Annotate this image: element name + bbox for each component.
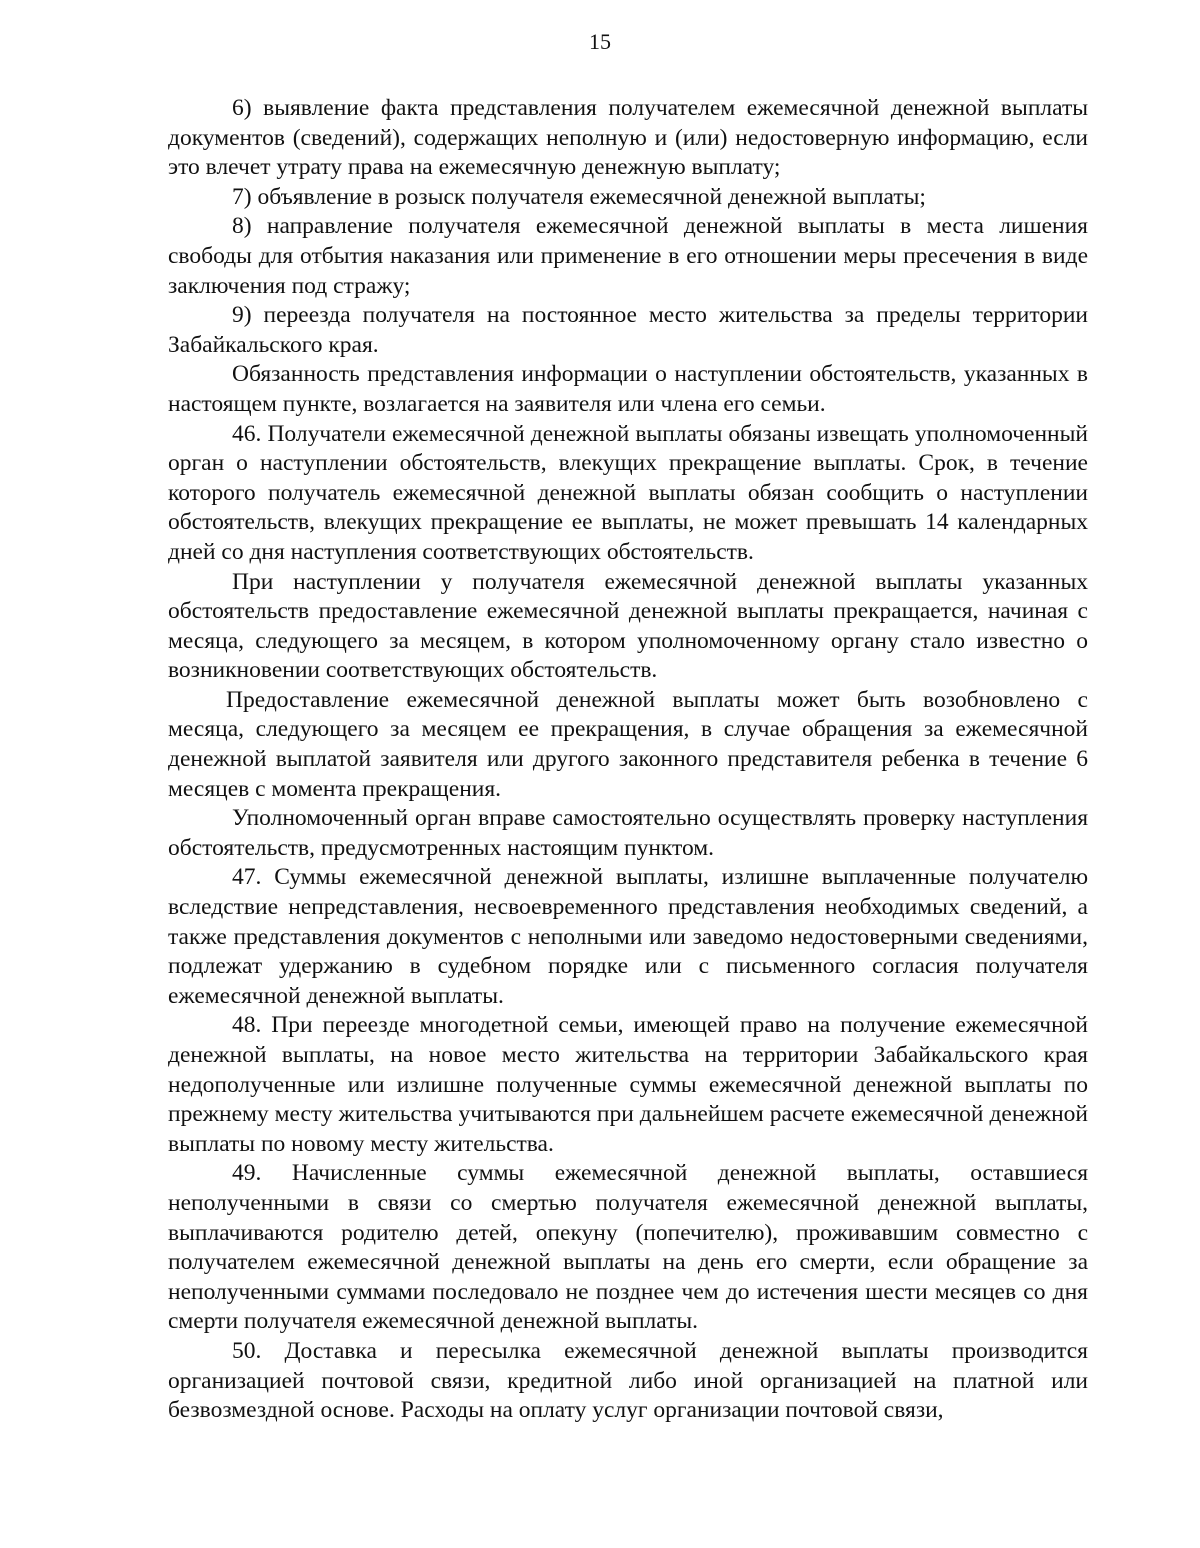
paragraph-verification: Уполномоченный орган вправе самостоятельно осуществлять проверку наступления обстоятельств, предусмотренных настоящим пунктом.: [168, 805, 1088, 861]
document-body: [168, 94, 1088, 1426]
paragraph-item-8: 8) направление получателя ежемесячной денежной выплаты в места лишения свободы для отбытия наказания или применение в его отношении меры пресечения в виде заключения под стражу;: [168, 213, 1088, 299]
paragraph-46: 46. Получатели ежемесячной денежной выплаты обязаны извещать уполномоченный орган о наступлении обстоятельств, влекущих прекращение выплаты. Срок, в течение которого получатель ежемесячной денежной выплаты обязан сообщить о наступлении обстоятельств, влекущих прекращение ее выплаты, не может превышать 14 календарных дней со дня наступления соответствующих обстоятельств.: [168, 420, 1088, 565]
page-number: 15: [589, 29, 611, 54]
paragraph-resumption: Предоставление ежемесячной денежной выплаты может быть возобновлено с месяца, следующего за месяцем ее прекращения, в случае обращения за ежемесячной денежной выплатой заявителя или другого законного представителя ребенка в течение 6 месяцев с момента прекращения.: [168, 686, 1088, 802]
paragraph-duty: Обязанность представления информации о наступлении обстоятельств, указанных в настоящем пункте, возлагается на заявителя или члена его семьи.: [168, 361, 1088, 417]
paragraph-termination: При наступлении у получателя ежемесячной денежной выплаты указанных обстоятельств предоставление ежемесячной денежной выплаты прекращается, начиная с месяца, следующего за месяцем, в котором уполномоченному органу стало известно о возникновении соответствующих обстоятельств.: [168, 568, 1088, 684]
paragraph-48: 48. При переезде многодетной семьи, имеющей право на получение ежемесячной денежной выплаты, на новое место жительства на территории Забайкальского края недополученные или излишне полученные суммы ежемесячной денежной выплаты по прежнему месту жительства учитываются при дальнейшем расчете ежемесячной денежной выплаты по новому месту жительства.: [168, 1012, 1088, 1157]
paragraph-49: 49. Начисленные суммы ежемесячной денежной выплаты, оставшиеся неполученными в связи со смертью получателя ежемесячной денежной выплаты, выплачиваются родителю детей, опекуну (попечителю), проживавшим совместно с получателем ежемесячной денежной выплаты на день его смерти, если обращение за неполученными суммами последовало не позднее чем до истечения шести месяцев со дня смерти получателя ежемесячной денежной выплаты.: [168, 1160, 1088, 1335]
paragraph-47: 47. Суммы ежемесячной денежной выплаты, излишне выплаченные получателю вследствие непредставления, несвоевременного представления необходимых сведений, а также представления документов с неполными или заведомо недостоверными сведениями, подлежат удержанию в судебном порядке или с письменного согласия получателя ежемесячной денежной выплаты.: [168, 864, 1088, 1009]
paragraph-50: 50. Доставка и пересылка ежемесячной денежной выплаты производится организацией почтовой связи, кредитной либо иной организацией на платной или безвозмездной основе. Расходы на оплату услуг организации почтовой связи,: [168, 1337, 1088, 1424]
paragraph-item-7: 7) объявление в розыск получателя ежемесячной денежной выплаты;: [232, 183, 926, 210]
paragraph-item-9: 9) переезда получателя на постоянное место жительства за пределы территории Забайкальского края.: [168, 302, 1088, 358]
paragraph-item-6: 6) выявление факта представления получателем ежемесячной денежной выплаты документов (сведений), содержащих неполную и (или) недостоверную информацию, если это влечет утрату права на ежемесячную денежную выплату;: [168, 95, 1088, 181]
